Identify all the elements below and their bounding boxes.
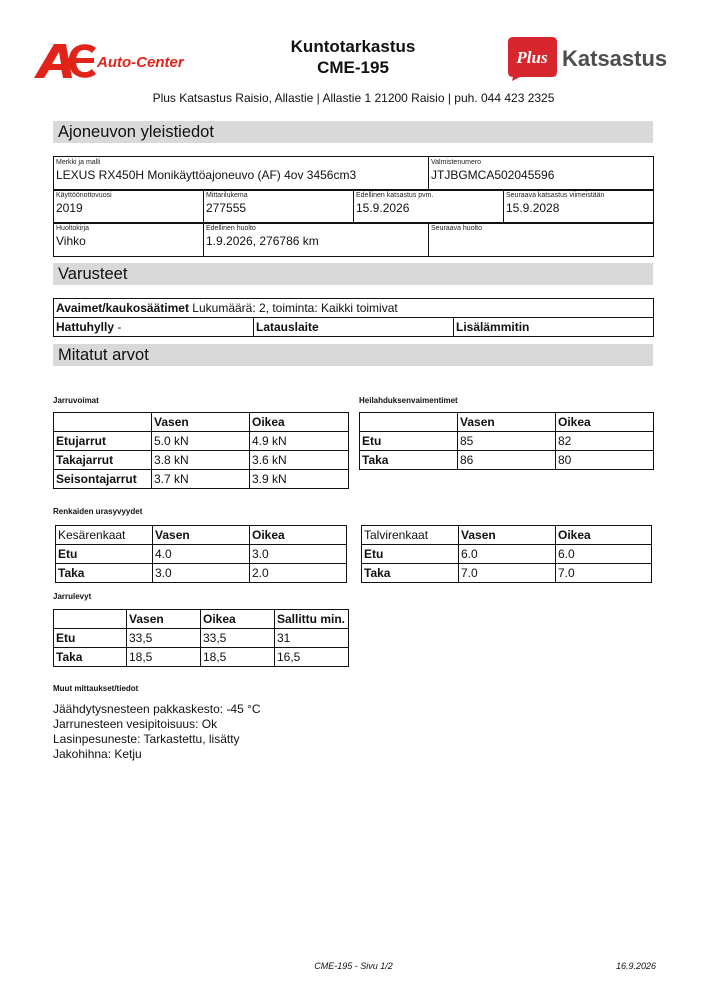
last-inspection-label: Edellinen katsastus pvm. <box>356 192 434 199</box>
discs-header-1: Vasen <box>127 610 201 629</box>
brakes-header-1: Vasen <box>152 413 250 432</box>
brakes-cell: 3.9 kN <box>250 470 349 489</box>
other-line: Jakohihna: Ketju <box>53 747 142 761</box>
discs-cell: 31 <box>275 629 349 648</box>
winter-tyres-cell: 7.0 <box>556 564 652 583</box>
summer-tyres-header-0: Kesärenkaat <box>56 526 153 545</box>
brakes-header-2: Oikea <box>250 413 349 432</box>
plus-katsastus-logo <box>506 36 676 82</box>
table-row <box>54 451 349 470</box>
service-book-label: Huoltokirja <box>56 225 90 232</box>
document-title <box>253 36 453 78</box>
make-model-label: Merkki ja malli <box>56 159 101 166</box>
discs-cell: 33,5 <box>127 629 201 648</box>
brakes-table <box>53 412 349 489</box>
next-inspection-label: Seuraava katsastus viimeistään <box>506 192 605 199</box>
brakes-cell: 5.0 kN <box>152 432 250 451</box>
next-inspection-cell <box>504 190 654 224</box>
other-measurements <box>53 702 261 762</box>
vehicle-info-table <box>53 156 654 191</box>
vehicle-info-table-row3 <box>53 222 654 257</box>
summer-tyres-cell: 3.0 <box>250 545 347 564</box>
winter-tyres-header-1: Vasen <box>459 526 556 545</box>
other-line: Lasinpesuneste: Tarkastettu, lisätty <box>53 732 240 746</box>
vin-cell <box>429 157 654 191</box>
section-vehicle-info: Ajoneuvon yleistiedot <box>53 121 653 143</box>
table-row <box>56 545 347 564</box>
charger-cell <box>254 318 454 337</box>
table-row <box>360 432 654 451</box>
winter-tyres-row-label: Taka <box>362 564 459 583</box>
vin-label: Valmistenumero <box>431 159 482 166</box>
hat-shelf-value: - <box>117 320 122 334</box>
summer-tyres-row-label: Taka <box>56 564 153 583</box>
table-row <box>54 432 349 451</box>
station-address: Plus Katsastus Raisio, Allastie | Allastie 1 21200 Raisio | puh. 044 423 2325 <box>152 91 555 105</box>
summer-tyres-table <box>55 525 347 583</box>
dampers-cell: 82 <box>556 432 654 451</box>
summer-tyres-row-label: Etu <box>56 545 153 564</box>
vin-value: JTJBGMCA502045596 <box>431 168 555 182</box>
year-label: Käyttöönottovuosi <box>56 192 112 199</box>
brakes-row-label: Etujarrut <box>54 432 152 451</box>
other-line: Jäähdytysnesteen pakkaskesto: -45 °C <box>53 702 261 716</box>
table-row <box>360 413 654 432</box>
discs-cell: 18,5 <box>127 648 201 667</box>
footer-page-number: CME-195 - Sivu 1/2 <box>314 961 393 971</box>
plus-badge-text: Plus <box>516 48 548 67</box>
discs-header-0 <box>54 610 127 629</box>
make-model-value: LEXUS RX450H Monikäyttöajoneuvo (AF) 4ov 3456cm3 <box>56 168 357 182</box>
dampers-row-label: Taka <box>360 451 458 470</box>
footer-date: 16.9.2026 <box>615 961 656 971</box>
service-book-value: Vihko <box>56 234 86 248</box>
other-title: Muut mittaukset/tiedot <box>53 684 139 693</box>
year-cell <box>54 190 204 224</box>
title-line-1: Kuntotarkastus <box>290 37 416 56</box>
table-row <box>362 564 652 583</box>
tyres-title: Renkaiden urasyvyydet <box>53 507 143 516</box>
table-row <box>54 610 349 629</box>
hat-shelf-cell <box>54 318 254 337</box>
brakes-cell: 3.7 kN <box>152 470 250 489</box>
plus-logo-text: Katsastus <box>562 46 668 71</box>
charger-label: Latauslaite <box>256 320 319 334</box>
equipment-table <box>53 298 654 337</box>
table-row <box>54 648 349 667</box>
year-value: 2019 <box>56 201 83 215</box>
discs-row-label: Etu <box>54 629 127 648</box>
winter-tyres-table <box>361 525 652 583</box>
brakes-row-label: Takajarrut <box>54 451 152 470</box>
vehicle-info-table-row2 <box>53 189 654 224</box>
last-inspection-value: 15.9.2026 <box>356 201 410 215</box>
winter-tyres-cell: 7.0 <box>459 564 556 583</box>
winter-tyres-cell: 6.0 <box>459 545 556 564</box>
summer-tyres-cell: 3.0 <box>153 564 250 583</box>
table-row <box>56 564 347 583</box>
dampers-cell: 80 <box>556 451 654 470</box>
winter-tyres-cell: 6.0 <box>556 545 652 564</box>
hat-shelf-label: Hattuhylly <box>56 320 115 334</box>
brakes-row-label: Seisontajarrut <box>54 470 152 489</box>
discs-table <box>53 609 349 667</box>
ac-logo-text: Auto-Center <box>97 54 184 71</box>
discs-header-2: Oikea <box>201 610 275 629</box>
section-equipment: Varusteet <box>53 263 653 285</box>
summer-tyres-header-1: Vasen <box>153 526 250 545</box>
make-model-cell <box>54 157 429 191</box>
winter-tyres-row-label: Etu <box>362 545 459 564</box>
table-row <box>362 545 652 564</box>
service-book-cell <box>54 223 204 257</box>
brakes-cell: 3.8 kN <box>152 451 250 470</box>
odometer-cell <box>204 190 354 224</box>
title-line-2: CME-195 <box>317 58 389 77</box>
next-service-cell <box>429 223 654 257</box>
section-measurements: Mitatut arvot <box>53 344 653 366</box>
discs-cell: 18,5 <box>201 648 275 667</box>
last-service-value: 1.9.2026, 276786 km <box>206 234 319 248</box>
dampers-header-0 <box>360 413 458 432</box>
brakes-header-0 <box>54 413 152 432</box>
brakes-title: Jarruvoimat <box>53 396 99 405</box>
dampers-row-label: Etu <box>360 432 458 451</box>
heater-cell <box>454 318 654 337</box>
dampers-header-1: Vasen <box>458 413 556 432</box>
dampers-cell: 86 <box>458 451 556 470</box>
odometer-label: Mittarilukema <box>206 192 248 199</box>
discs-cell: 16,5 <box>275 648 349 667</box>
table-row <box>360 451 654 470</box>
winter-tyres-header-0: Talvirenkaat <box>362 526 459 545</box>
dampers-table <box>359 412 654 470</box>
next-service-label: Seuraava huolto <box>431 225 482 232</box>
discs-row-label: Taka <box>54 648 127 667</box>
heater-label: Lisälämmitin <box>456 320 530 334</box>
summer-tyres-cell: 2.0 <box>250 564 347 583</box>
dampers-title: Heilahduksenvaimentimet <box>359 396 458 405</box>
table-row <box>54 413 349 432</box>
winter-tyres-header-2: Oikea <box>556 526 652 545</box>
keys-label: Avaimet/kaukosäätimet <box>56 301 189 315</box>
brakes-cell: 4.9 kN <box>250 432 349 451</box>
table-row <box>362 526 652 545</box>
discs-header-3: Sallittu min. <box>275 610 349 629</box>
keys-cell <box>54 299 654 318</box>
table-row <box>54 470 349 489</box>
brakes-cell: 3.6 kN <box>250 451 349 470</box>
table-row <box>56 526 347 545</box>
auto-center-logo <box>32 40 207 82</box>
next-inspection-value: 15.9.2028 <box>506 201 560 215</box>
dampers-cell: 85 <box>458 432 556 451</box>
last-inspection-cell <box>354 190 504 224</box>
other-line: Jarrunesteen vesipitoisuus: Ok <box>53 717 218 731</box>
table-row <box>54 629 349 648</box>
last-service-cell <box>204 223 429 257</box>
last-service-label: Edellinen huolto <box>206 225 256 232</box>
keys-value: Lukumäärä: 2, toiminta: Kaikki toimivat <box>192 301 398 315</box>
odometer-value: 277555 <box>206 201 247 215</box>
summer-tyres-cell: 4.0 <box>153 545 250 564</box>
summer-tyres-header-2: Oikea <box>250 526 347 545</box>
discs-title: Jarrulevyt <box>53 592 92 601</box>
discs-cell: 33,5 <box>201 629 275 648</box>
dampers-header-2: Oikea <box>556 413 654 432</box>
